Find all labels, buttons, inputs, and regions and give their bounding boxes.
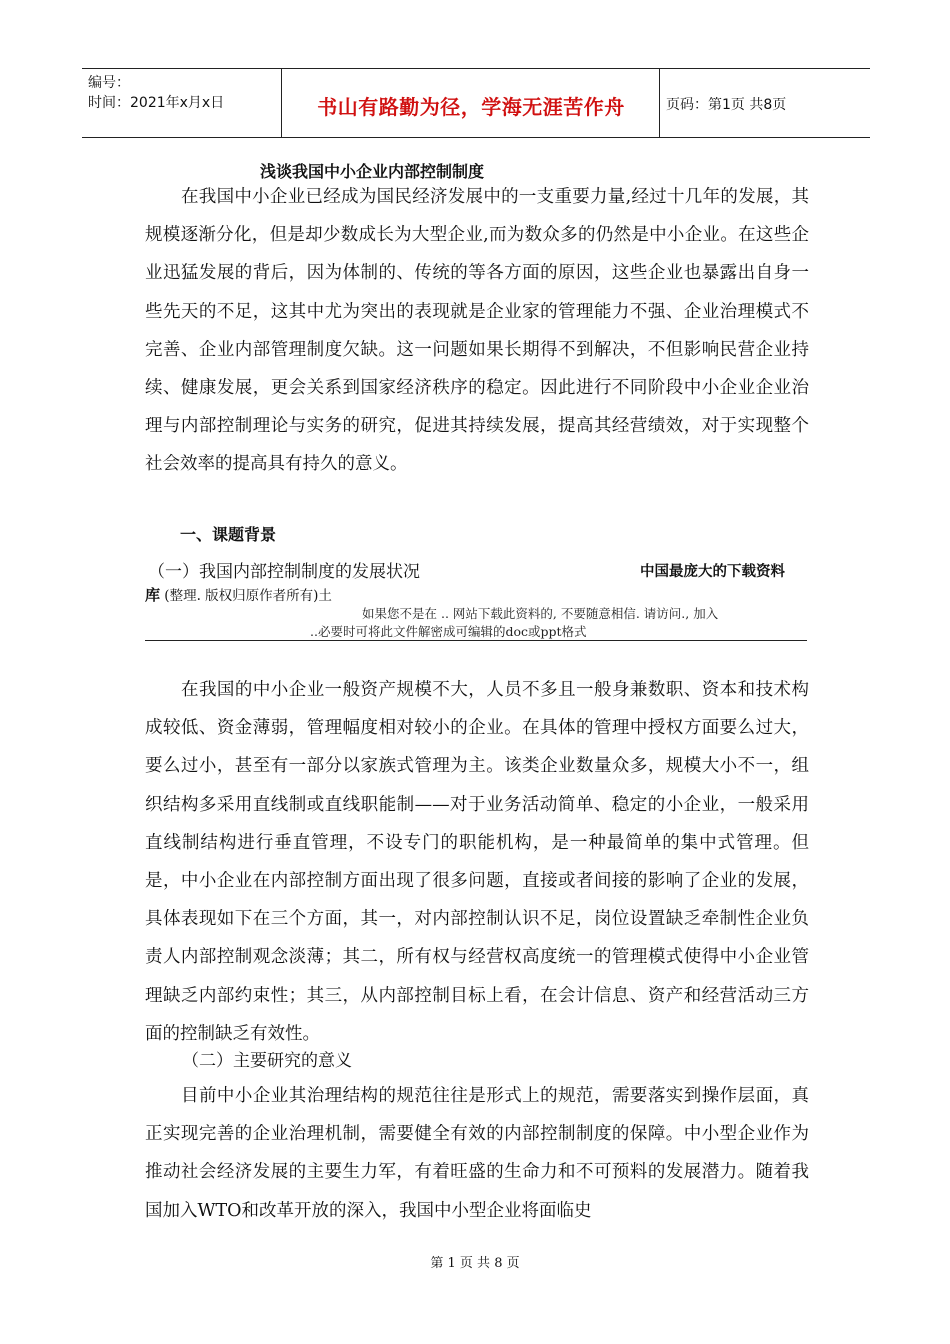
document-title: 浅谈我国中小企业内部控制制度 (260, 162, 485, 181)
paragraph-intro: 在我国中小企业已经成为国民经济发展中的一支重要力量,经过十几年的发展，其规模逐渐分化，但是却少数成长为大型企业,而为数众多的仍然是中小企业。在这些企业迅猛发展的背后，因为体制的、传统的等各方面的原因，这些企业也暴露出自身一些先天的不足，这其中尤为突出的表现就是企业家的管理能力不强、企业治理模式不完善、企业内部管理制度欠缺。这一问题如果长期得不到解决，不但影响民营企业持续、健康发展，更会关系到国家经济秩序的稳定。因此进行不同阶段中小企业企业治理与内部控制理论与实务的研究，促进其持续发展，提高其经营绩效，对于实现整个社会效率的提高具有持久的意义。 (145, 187, 809, 475)
ad-text-line2-bold: 库 (145, 586, 161, 604)
header-page-info: 页码：第1页 共8页 (666, 97, 787, 113)
header-motto: 书山有路勤为径，学海无涯苦作舟 (317, 95, 625, 119)
header-divider (659, 69, 660, 137)
subsection-heading-1: （一）我国内部控制制度的发展状况 (148, 562, 420, 582)
ad-text-line3: 如果您不是在 .. 网站下载此资料的, 不要随意相信. 请访问., 加入 (362, 606, 719, 621)
ad-text-line4: ..必要时可将此文件解密成可编辑的doc或ppt格式 (310, 624, 587, 639)
paragraph-status: 在我国的中小企业一般资产规模不大，人员不多且一般身兼数职、资本和技术构成较低、资金薄弱，管理幅度相对较小的企业。在具体的管理中授权方面要么过大，要么过小，甚至有一部分以家族式管理为主。该类企业数量众多，规模大小不一，组织结构多采用直线制或直线职能制——对于业务活动简单、稳定的小企业，一般采用直线制结构进行垂直管理，不设专门的职能机构，是一种最简单的集中式管理。但是，中小企业在内部控制方面出现了很多问题，直接或者间接的影响了企业的发展，具体表现如下在三个方面，其一，对内部控制认识不足，岗位设置缺乏牵制性企业负责人内部控制观念淡薄；其二，所有权与经营权高度统一的管理模式使得中小企业管理缺乏内部约束性；其三，从内部控制目标上看，在会计信息、资产和经营活动三方面的控制缺乏有效性。 (145, 680, 809, 1044)
ad-text-line2-rest: (整理. 版权归原作者所有)土 (160, 588, 332, 604)
header-left-cell (88, 73, 224, 113)
ad-text-right: 中国最庞大的下载资料 (640, 564, 785, 580)
paragraph-significance: 目前中小企业其治理结构的规范往往是形式上的规范，需要落实到操作层面，真正实现完善的企业治理机制，需要健全有效的内部控制制度的保障。中小型企业作为推动社会经济发展的主要生力军，有着旺盛的生命力和不可预料的发展潜力。随着我国加入WTO和改革开放的深入，我国中小型企业将面临史 (145, 1086, 809, 1221)
ad-text-line2 (145, 584, 332, 605)
header-table (82, 68, 870, 138)
time-label: 时间：2021年x月x日 (88, 95, 225, 111)
ad-divider (145, 640, 807, 641)
number-label: 编号： (88, 75, 130, 91)
subsection-heading-2: （二）主要研究的意义 (182, 1051, 352, 1071)
section-heading-background: 一、课题背景 (180, 525, 277, 544)
page-footer: 第 1 页 共 8 页 (430, 1256, 520, 1271)
